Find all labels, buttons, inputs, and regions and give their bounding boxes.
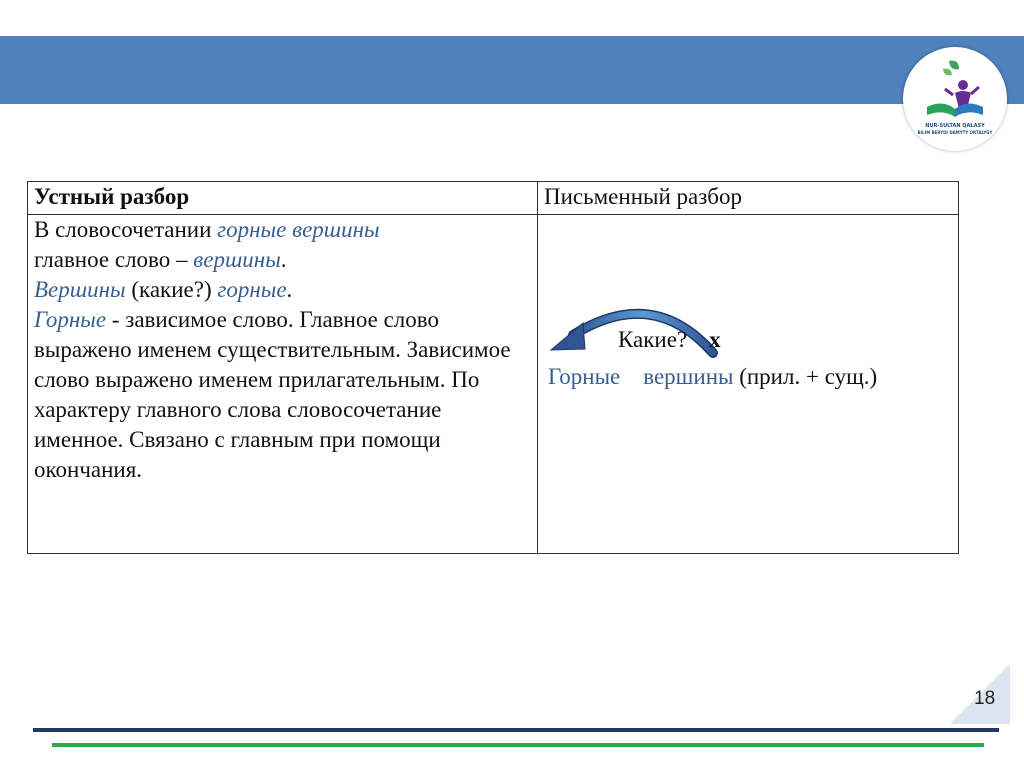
page-number: 18	[974, 688, 996, 709]
header-oral-analysis: Устный разбор	[28, 182, 538, 215]
main-word: вершины	[193, 247, 281, 272]
logo-text-line1: NUR-SULTAN QALASY	[925, 123, 985, 129]
footer-line-green	[52, 743, 984, 747]
logo-text-line2: BILIM BERÝDI DAMYTÝ ORTALYĞY	[917, 130, 993, 135]
comparison-table	[27, 181, 959, 554]
text: (какие?)	[125, 277, 218, 302]
question-text: Какие?	[618, 327, 688, 352]
header-written-analysis: Письменный разбор	[538, 182, 959, 215]
main-word: вершины	[643, 364, 734, 389]
text: В словосочетании	[34, 217, 218, 242]
parts-of-speech: (прил. + сущ.)	[733, 364, 878, 389]
text: .	[286, 277, 293, 302]
dependent-word: Горные	[34, 307, 107, 332]
footer-line-navy	[33, 728, 999, 732]
logo	[903, 47, 1007, 151]
main-word: Вершины	[34, 277, 126, 302]
phrase-scheme-line	[548, 362, 918, 392]
text: главное слово –	[34, 247, 194, 272]
explanation-text: - зависимое слово. Главное слово выражено именем существительным. Зависимое слово выражено именем прилагательным. По характеру главного слова словосочетание именное. Связано с главным при помощи окончания.	[34, 307, 511, 482]
text: .	[280, 247, 287, 272]
phrase-example: горные вершины	[217, 217, 380, 242]
main-word-mark: x	[709, 327, 721, 352]
written-analysis-cell	[538, 215, 959, 554]
question-line	[618, 325, 721, 355]
oral-analysis-cell	[28, 215, 538, 554]
dependent-word: Горные	[548, 364, 621, 389]
dependent-word: горные	[217, 277, 287, 302]
header-band	[0, 36, 1024, 104]
